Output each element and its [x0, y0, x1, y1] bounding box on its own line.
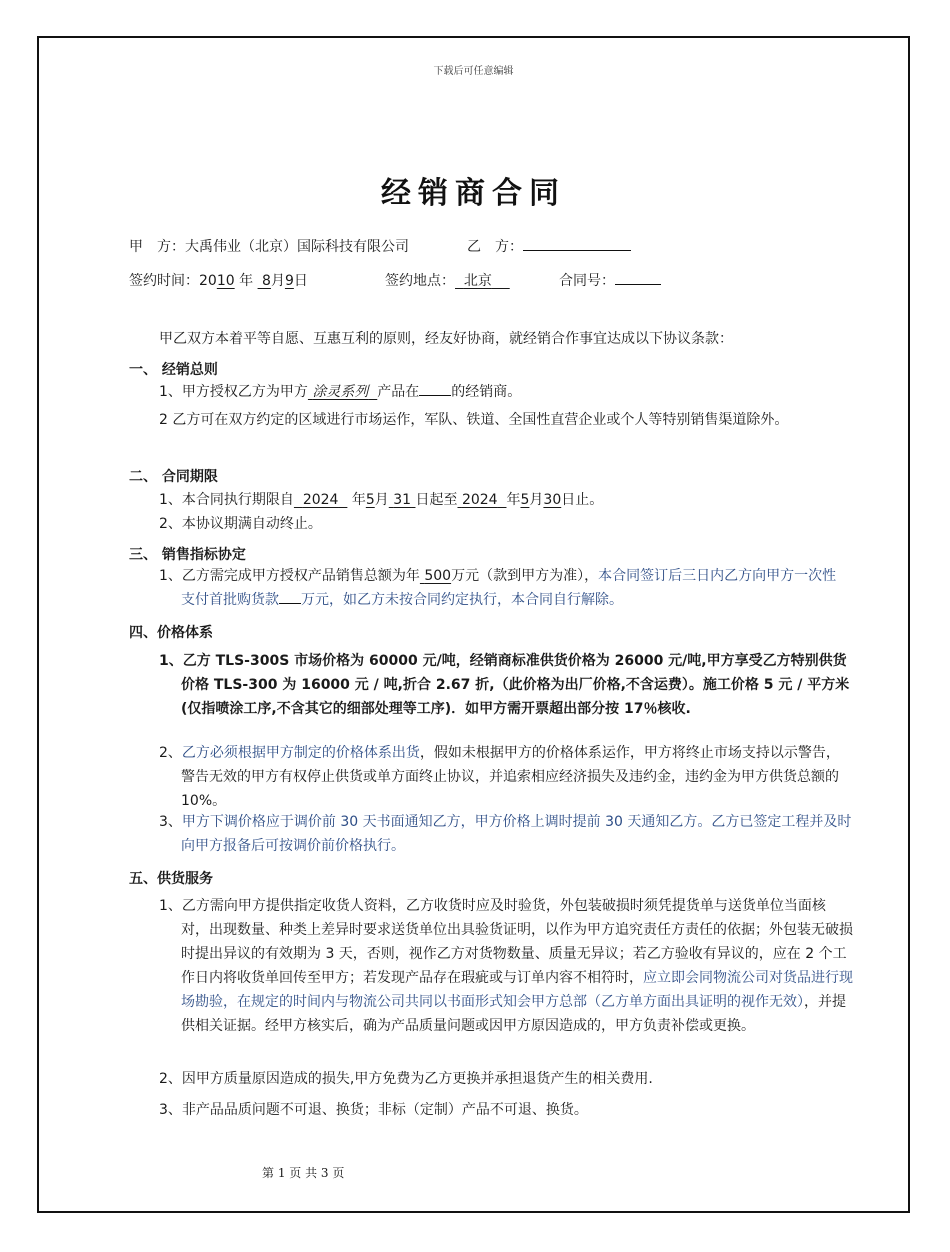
s1-item-2: 2 乙方可在双方约定的区域进行市场运作，军队、铁道、全国性直营企业或个人等特别销售渠道除外。 [159, 412, 789, 428]
sign-place: 签约地点： 北京 [385, 273, 492, 289]
page-footer: 第 1 页 共 3 页 [262, 1166, 345, 1180]
section-heading-2: 二、 合同期限 [129, 469, 218, 485]
s2-item-2: 2、本协议期满自动终止。 [159, 516, 322, 532]
page-title: 经销商合同 [381, 176, 566, 211]
party-a: 甲 方：大禹伟业（北京）国际科技有限公司 [129, 239, 409, 255]
s4-item-3: 3、甲方下调价格应于调价前 30 天书面通知乙方，甲方价格上调时提前 30 天通知乙方。乙方已签定工程并及时向甲方报备后可按调价前价格执行。 [159, 814, 852, 854]
s2-item-1: 1、本合同执行期限自 2024 年5月 31 日起至 2024 年5月30日止。 [159, 492, 604, 508]
section-heading-1: 一、 经销总则 [129, 362, 218, 378]
contract-number: 合同号： [559, 270, 661, 290]
section-heading-4: 四、价格体系 [129, 625, 213, 641]
sign-time: 签约时间：2010 年 8月9日 [129, 273, 308, 289]
s5-item-2: 2、因甲方质量原因造成的损失,甲方免费为乙方更换并承担退货产生的相关费用. [159, 1071, 653, 1087]
document-page [37, 36, 910, 1213]
s5-item-1: 1、乙方需向甲方提供指定收货人资料，乙方收货时应及时验货，外包装破损时须凭提货单与送货单位当面核对，出现数量、种类上差异时要求送货单位出具验货证明，以作为甲方追究责任方责任的依据；外包装无破损时提出异议的有效期为 3 天，否则，视作乙方对货物数量、质量无异议；若乙方验收有异议的，应在 2 个工作日内将收货单回传至甲方；若发现产品存在瑕疵或与订单内容不相符时，应立即会同物流公司对货品进行现场勘验，在规定的时间内与物流公司共同以书面形式知会甲方总部（乙方单方面出具证明的视作无效），并提供相关证据。经甲方核实后，确为产品质量问题或因甲方原因造成的，甲方负责补偿或更换。 [159, 898, 853, 1034]
s4-item-2: 2、乙方必须根据甲方制定的价格体系出货，假如未根据甲方的价格体系运作，甲方将终止市场支持以示警告，警告无效的甲方有权停止供货或单方面终止协议，并追索相应经济损失及违约金，违约金为甲方供货总额的 10%。 [159, 745, 840, 809]
section-heading-3: 三、 销售指标协定 [129, 547, 246, 563]
s3-item-1: 1、乙方需完成甲方授权产品销售总额为年 500万元（款到甲方为准），本合同签订后三日内乙方向甲方一次性支付首批购货款 万元，如乙方未按合同约定执行，本合同自行解除。 [159, 568, 837, 608]
party-b-blank[interactable] [523, 238, 631, 251]
section-heading-5: 五、供货服务 [129, 871, 213, 887]
party-b: 乙 方： [467, 236, 631, 256]
contract-number-blank[interactable] [615, 272, 661, 285]
s5-item-3: 3、非产品品质问题不可退、换货；非标（定制）产品不可退、换货。 [159, 1102, 588, 1118]
s1-item-1: 1、甲方授权乙方为甲方 涂灵系列 产品在 的经销商。 [159, 384, 522, 400]
intro-paragraph: 甲乙双方本着平等自愿、互惠互利的原则，经友好协商，就经销合作事宜达成以下协议条款： [159, 331, 733, 347]
header-note: 下载后可任意编辑 [433, 66, 514, 77]
s4-item-1: 1、乙方 TLS-300S 市场价格为 60000 元/吨，经销商标准供货价格为 26000 元/吨,甲方享受乙方特别供货价格 TLS-300 为 16000 元 / 吨,折合 2.67 折,（此价格为出厂价格,不含运费）。施工价格 5 元 / 平方米(仅指喷涂工序,不含其它的细部处理等工序)．如甲方需开票超出部分按 17％核收. [159, 653, 850, 717]
